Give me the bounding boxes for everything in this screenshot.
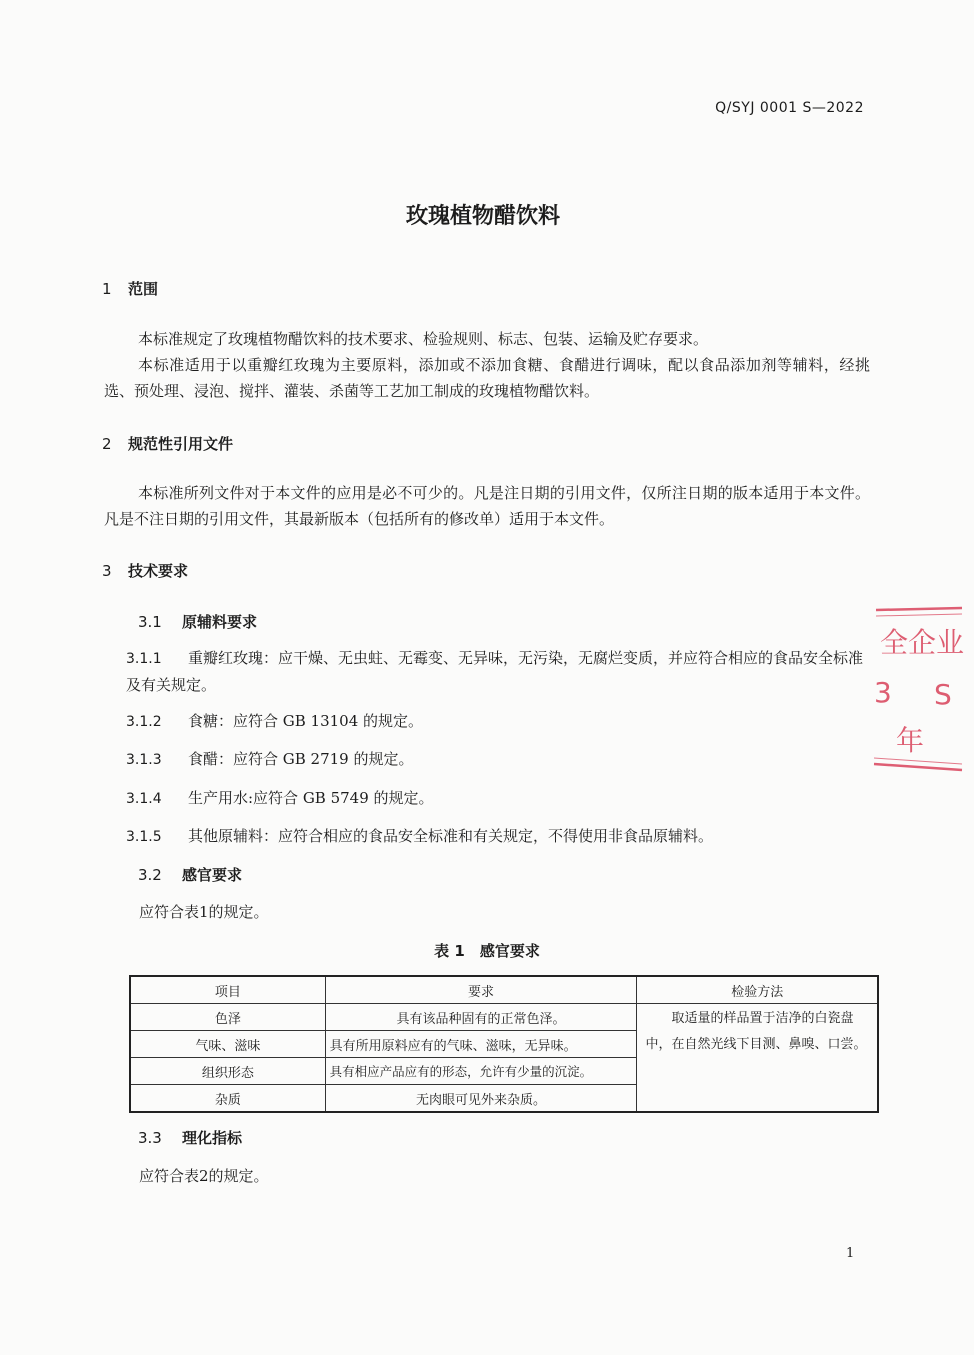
section-number: 3	[102, 562, 112, 580]
section-2-heading	[102, 433, 233, 454]
table-cell-item: 色泽	[130, 1004, 325, 1031]
clause-number: 3.1.1	[126, 651, 162, 667]
stamp-text-digit: 3	[874, 676, 892, 709]
table-header-cell: 要求	[325, 976, 637, 1004]
table-header-row	[130, 976, 878, 1004]
clause-text: 其他原辅料：应符合相应的食品安全标准和有关规定，不得使用非食品原辅料。	[188, 827, 714, 845]
clause-number: 3.1.4	[126, 791, 162, 807]
table-cell-item: 气味、滋味	[130, 1031, 325, 1058]
scope-paragraph-2: 本标准适用于以重瓣红玫瑰为主要原料，添加或不添加食糖、食醋进行调味，配以食品添加剂等辅料，经挑选、预处理、浸泡、搅拌、灌装、杀菌等工艺加工制成的玫瑰植物醋饮料。	[104, 356, 870, 400]
stamp-text-letter: S	[934, 678, 952, 711]
subsection-title: 感官要求	[182, 866, 243, 884]
subsection-number: 3.2	[138, 866, 162, 884]
subsection-number: 3.1	[138, 613, 162, 631]
table-row	[130, 1004, 878, 1031]
table-1-caption: 表 1 感官要求	[434, 942, 540, 960]
stamp-border-bottom	[874, 764, 962, 770]
table-cell-item: 组织形态	[130, 1058, 325, 1085]
table-header-cell: 项目	[130, 976, 325, 1004]
section-3-heading	[102, 560, 188, 581]
stamp-border-top	[876, 608, 962, 610]
subsection-number: 3.3	[138, 1129, 162, 1147]
clause-3-1-4	[126, 785, 434, 812]
company-seal-stamp	[872, 604, 965, 772]
document-code: Q/SYJ 0001 S—2022	[715, 100, 864, 116]
page-number: 1	[846, 1246, 855, 1261]
subsection-3-3-text: 应符合表2的规定。	[139, 1167, 269, 1185]
scope-paragraph-1: 本标准规定了玫瑰植物醋饮料的技术要求、检验规则、标志、包装、运输及贮存要求。	[138, 330, 709, 348]
references-paragraph: 本标准所列文件对于本文件的应用是必不可少的。凡是注日期的引用文件，仅所注日期的版本适用于本文件。凡是不注日期的引用文件，其最新版本（包括所有的修改单）适用于本文件。	[104, 484, 870, 528]
clause-text: 重瓣红玫瑰：应干燥、无虫蛀、无霉变、无异味，无污染，无腐烂变质，并应符合相应的食品安全标准及有关规定。	[126, 649, 864, 694]
clause-text: 食糖：应符合 GB 13104 的规定。	[188, 712, 424, 730]
clause-number: 3.1.3	[126, 752, 162, 768]
page-title: 玫瑰植物醋饮料	[405, 204, 560, 229]
section-number: 1	[102, 280, 112, 298]
table-cell-method	[637, 1004, 878, 1113]
subsection-3-3-heading	[138, 1127, 242, 1148]
clause-text: 生产用水:应符合 GB 5749 的规定。	[188, 789, 434, 807]
table-cell-item: 杂质	[130, 1085, 325, 1113]
stamp-text-year: 年	[896, 724, 925, 757]
table-cell-requirement: 具有相应产品应有的形态，允许有少量的沉淀。	[325, 1058, 637, 1085]
clause-3-1-2	[126, 708, 423, 735]
subsection-title: 理化指标	[182, 1129, 243, 1147]
clause-number: 3.1.5	[126, 829, 162, 845]
table-cell-requirement: 具有该品种固有的正常色泽。	[325, 1004, 637, 1031]
clause-3-1-5	[126, 823, 713, 850]
stamp-border-bottom-inner	[874, 758, 962, 764]
clause-3-1-1	[126, 645, 868, 698]
table-cell-requirement: 无肉眼可见外来杂质。	[325, 1085, 637, 1113]
section-title: 范围	[128, 280, 159, 298]
section-number: 2	[102, 435, 112, 453]
section-1-heading	[102, 278, 158, 299]
clause-text: 食醋：应符合 GB 2719 的规定。	[188, 750, 414, 768]
table-header-cell: 检验方法	[637, 976, 878, 1004]
clause-number: 3.1.2	[126, 714, 162, 730]
table-cell-requirement: 具有所用原料应有的气味、滋味，无异味。	[325, 1031, 637, 1058]
clause-3-1-3	[126, 746, 414, 773]
section-title: 规范性引用文件	[128, 435, 234, 453]
sensory-requirements-table	[129, 975, 879, 1113]
stamp-text-line1: 全企业	[880, 626, 965, 659]
subsection-3-2-text: 应符合表1的规定。	[139, 903, 269, 921]
section-title: 技术要求	[128, 562, 189, 580]
subsection-3-1-heading	[138, 611, 257, 632]
stamp-border-top-inner	[876, 614, 962, 616]
subsection-3-2-heading	[138, 864, 242, 885]
method-text: 取适量的样品置于洁净的白瓷盘中，在自然光线下目测、鼻嗅、口尝。	[645, 1011, 867, 1052]
subsection-title: 原辅料要求	[182, 613, 258, 631]
